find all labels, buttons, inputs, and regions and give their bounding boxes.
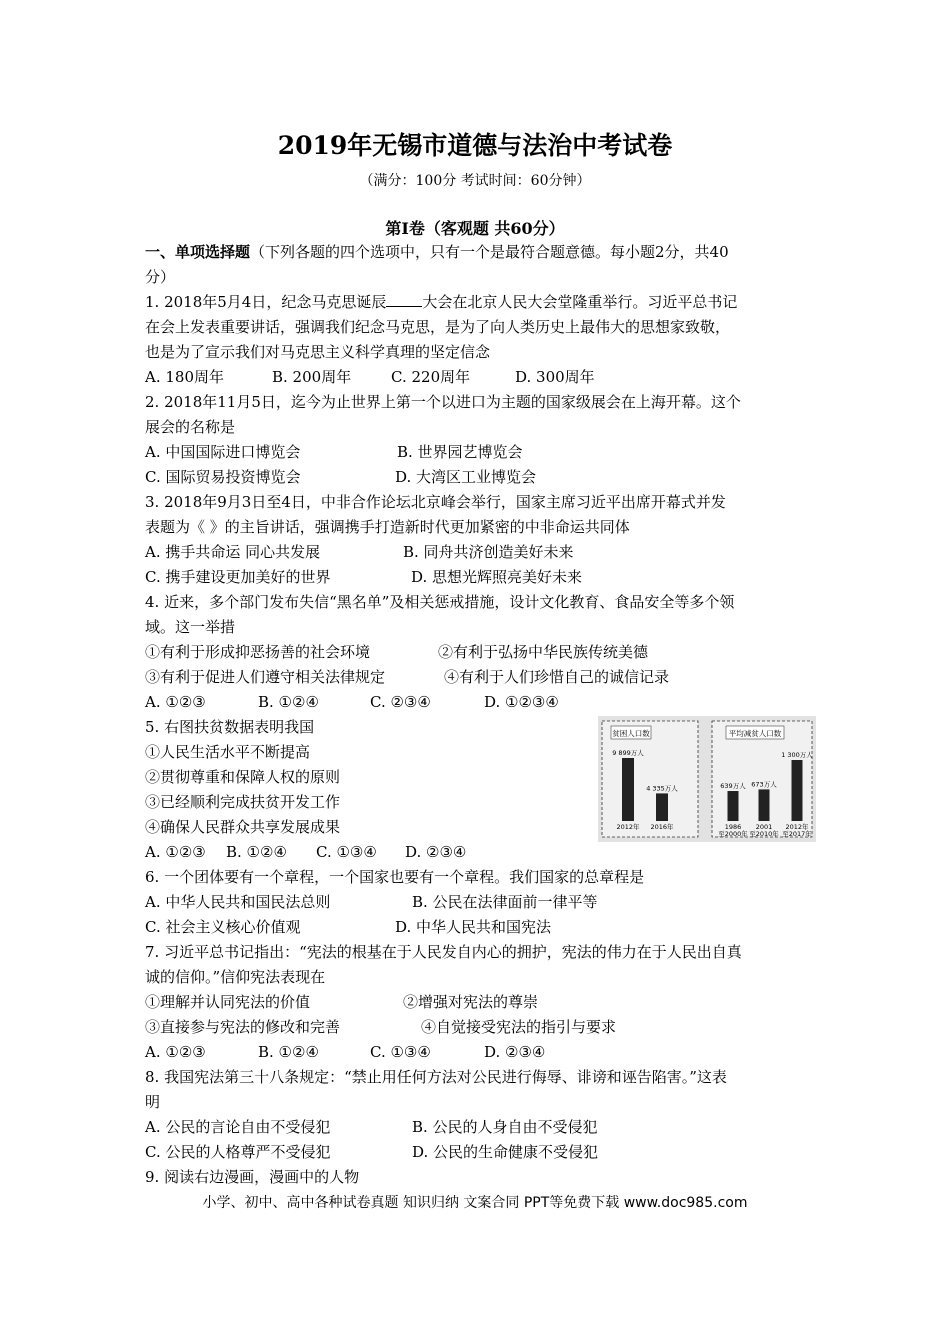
q4-statement-1: ①有利于形成抑恶扬善的社会环境	[145, 643, 371, 661]
q5-statement-1: ①人民生活水平不断提高	[145, 743, 311, 761]
question-4-line-2: 域。这一举措	[145, 618, 236, 636]
panel-2-title: 平均减贫人口数	[728, 729, 782, 738]
question-6-line-1: 6. 一个团体要有一个章程，一个国家也要有一个章程。我们国家的总章程是	[145, 868, 645, 886]
question-1-line-1	[145, 292, 737, 312]
q3-option-d: D. 思想光辉照亮美好未来	[411, 568, 583, 586]
bar-3	[792, 760, 803, 821]
category-label-2: 2016年	[650, 823, 674, 831]
q1-option-d: D. 300周年	[515, 368, 595, 386]
q5-statement-3: ③已经顺利完成扶贫开发工作	[145, 793, 341, 811]
q5-option-c: C. ①③④	[316, 843, 377, 861]
question-2-line-1: 2. 2018年11月5日，迄今为止世界上第一个以进口为主题的国家级展会在上海开幕。这个	[145, 393, 741, 411]
category-label-1: 2012年	[616, 823, 640, 831]
question-8-line-2: 明	[145, 1093, 161, 1111]
question-7-line-1: 7. 习近平总书记指出：“宪法的根基在于人民发自内心的拥护，宪法的伟力在于人民出自真	[145, 943, 742, 961]
q4-statement-4: ④有利于人们珍惜自己的诚信记录	[444, 668, 670, 686]
q7-statement-2: ②增强对宪法的尊崇	[403, 993, 539, 1011]
q8-option-d: D. 公民的生命健康不受侵犯	[412, 1143, 599, 1161]
page-title: 2019年无锡市道德与法治中考试卷	[277, 131, 673, 160]
q5-option-d: D. ②③④	[405, 843, 467, 861]
q8-option-b: B. 公民的人身自由不受侵犯	[412, 1118, 598, 1136]
q7-statement-3: ③直接参与宪法的修改和完善	[145, 1018, 341, 1036]
bar-2	[656, 793, 668, 821]
q4-statement-3: ③有利于促进人们遵守相关法律规定	[145, 668, 386, 686]
q6-option-b: B. 公民在法律面前一律平等	[412, 893, 598, 911]
q8-option-c: C. 公民的人格尊严不受侵犯	[145, 1143, 331, 1161]
part-heading: 第I卷（客观题 共60分）	[385, 219, 565, 238]
question-2-line-2: 展会的名称是	[145, 418, 236, 436]
q4-option-d: D. ①②③④	[484, 693, 559, 711]
section-intro	[145, 242, 729, 262]
question-1-line-2: 在会上发表重要讲话，强调我们纪念马克思，是为了向人类历史上最伟大的思想家致敬，	[145, 318, 731, 336]
q7-option-c: C. ①③④	[370, 1043, 431, 1061]
q2-option-b: B. 世界园艺博览会	[397, 443, 523, 461]
q4-option-a: A. ①②③	[145, 693, 206, 711]
poverty-chart	[598, 716, 816, 842]
q1-option-c: C. 220周年	[391, 368, 471, 386]
q5-option-b: B. ①②④	[226, 843, 287, 861]
question-9-line-1: 9. 阅读右边漫画，漫画中的人物	[145, 1168, 360, 1186]
bar-value-label-2: 4 335万人	[646, 784, 678, 793]
question-7-line-2: 诚的信仰。”信仰宪法表现在	[145, 968, 326, 986]
question-8-line-1: 8. 我国宪法第三十八条规定：“禁止用任何方法对公民进行侮辱、诽谤和诬告陷害。”这表	[145, 1068, 727, 1086]
bar-1	[622, 758, 634, 821]
q3-option-c: C. 携手建设更加美好的世界	[145, 568, 331, 586]
category-label-2: 2001	[755, 823, 773, 831]
q7-option-d: D. ②③④	[484, 1043, 546, 1061]
q1-option-a: A. 180周年	[145, 368, 224, 386]
bar-value-label-1: 639万人	[720, 782, 746, 791]
page-subtitle: （满分：100分 考试时间：60分钟）	[359, 173, 591, 189]
question-3-line-2: 表题为《 》的主旨讲话，强调携手打造新时代更加紧密的中非命运共同体	[145, 518, 630, 536]
category-label-1: 1986	[724, 823, 742, 831]
q5-statement-2: ②贯彻尊重和保障人权的原则	[145, 768, 341, 786]
question-1-line-3: 也是为了宣示我们对马克思主义科学真理的坚定信念	[145, 343, 491, 361]
question-4-line-1: 4. 近来，多个部门发布失信“黑名单”及相关惩戒措施，设计文化教育、食品安全等多个领	[145, 593, 735, 611]
category-label-2: 至2010年	[749, 830, 779, 838]
category-label-3: 2012年	[785, 823, 809, 831]
q4-option-b: B. ①②④	[258, 693, 319, 711]
q2-option-d: D. 大湾区工业博览会	[395, 468, 537, 486]
q7-statement-4: ④自觉接受宪法的指引与要求	[421, 1018, 617, 1036]
page-footer: 小学、初中、高中各种试卷真题 知识归纳 文案合同 PPT等免费下载 www.doc985.com	[202, 1195, 748, 1211]
category-label-3: 至2017年	[782, 830, 812, 838]
section-desc-cont: 分）	[145, 268, 176, 286]
q2-option-c: C. 国际贸易投资博览会	[145, 468, 301, 486]
question-1-stem-a: 1. 2018年5月4日，纪念马克思诞辰	[145, 293, 387, 311]
q5-statement-4: ④确保人民群众共享发展成果	[145, 818, 341, 836]
answer-blank	[386, 292, 422, 307]
q2-option-a: A. 中国国际进口博览会	[145, 443, 301, 461]
section-heading: 一、单项选择题	[145, 243, 251, 261]
q7-option-b: B. ①②④	[258, 1043, 319, 1061]
bar-2	[759, 789, 770, 821]
question-3-line-1: 3. 2018年9月3日至4日，中非合作论坛北京峰会举行，国家主席习近平出席开幕式并发	[145, 493, 726, 511]
bar-1	[728, 791, 739, 821]
q6-option-c: C. 社会主义核心价值观	[145, 918, 301, 936]
q7-option-a: A. ①②③	[145, 1043, 206, 1061]
question-5-line-1: 5. 右图扶贫数据表明我国	[145, 718, 315, 736]
q5-option-a: A. ①②③	[145, 843, 206, 861]
bar-value-label-1: 9 899万人	[612, 749, 644, 757]
bar-value-label-3: 1 300万人	[781, 751, 813, 759]
category-label-1: 至2000年	[718, 830, 748, 838]
q8-option-a: A. 公民的言论自由不受侵犯	[145, 1118, 331, 1136]
q3-option-b: B. 同舟共济创造美好未来	[403, 543, 574, 561]
q4-statement-2: ②有利于弘扬中华民族传统美德	[438, 643, 649, 661]
q1-option-b: B. 200周年	[272, 368, 352, 386]
section-desc: （下列各题的四个选项中，只有一个是最符合题意德。每小题2分，共40	[250, 243, 729, 261]
bar-value-label-2: 673万人	[751, 780, 777, 789]
q6-option-d: D. 中华人民共和国宪法	[395, 918, 552, 936]
q3-option-a: A. 携手共命运 同心共发展	[145, 543, 321, 561]
q6-option-a: A. 中华人民共和国民法总则	[145, 893, 331, 911]
panel-1-title: 贫困人口数	[612, 729, 650, 738]
question-1-stem-b: 大会在北京人民大会堂隆重举行。习近平总书记	[422, 293, 738, 311]
q4-option-c: C. ②③④	[370, 693, 431, 711]
q7-statement-1: ①理解并认同宪法的价值	[145, 993, 311, 1011]
